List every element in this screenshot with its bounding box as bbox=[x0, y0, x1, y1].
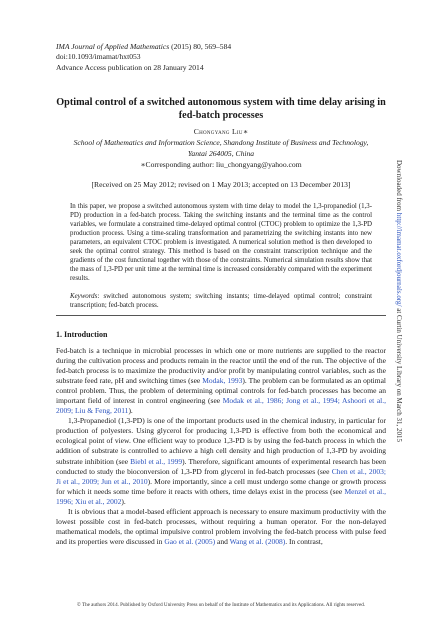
journal-citation bbox=[56, 42, 356, 52]
body-text bbox=[56, 346, 386, 547]
divider bbox=[56, 315, 386, 316]
sidebar-suffix: at Curtin University Library on March 31, 2015 bbox=[395, 306, 403, 442]
paper-title: Optimal control of a switched autonomous system with time delay arising in fed-batch processes bbox=[56, 97, 386, 121]
keywords-label: Keywords bbox=[70, 293, 98, 300]
journal-volume-pages: (2015) 80, 569–584 bbox=[169, 42, 232, 51]
text-run: ). The problem can be formulated as an optimal control problem. Thus, the problem of determining optimal controls for fed-batch processes has become an important field of interest in control engineering (see bbox=[56, 376, 386, 406]
section-heading bbox=[56, 330, 107, 339]
citation-link[interactable]: Gao et al. (2005) bbox=[164, 536, 216, 546]
affiliation bbox=[56, 138, 386, 159]
text-run: 1,3-Propanediol (1,3-PD) is one of the important products used in the chemical industry, in particular for production of polyesters. Using glycerol for producing 1,3-PD is effective from both the economical and ecological point of view. One efficient way to produce 1,3-PD is by using the fed-batch process in which the addition of substrate is controlled to achieve a high cell density and high production of 1,3-PD by avoiding substrate inhibition (see bbox=[56, 416, 386, 466]
doi[interactable]: doi:10.1093/imamat/hxt053 bbox=[56, 52, 141, 62]
text-run: ). bbox=[128, 406, 133, 416]
text-run: ). bbox=[121, 496, 126, 506]
author bbox=[56, 127, 386, 136]
abstract: In this paper, we propose a switched autonomous system with time delay to model the 1,3-propanediol (1,3-PD) production in a fed-batch process. Taking the switching instants and the terminal time as the control variables, we formulate a constrained time-delayed optimal control (CTOC) problem to optimize the 1,3-PD production process. Using a time-scaling transformation and parametrizing the switching instants into new parameters, an equivalent CTOC problem is investigated. A numerical solution method is then developed to seek the optimal control strategy. This method is based on the constraint transcription technique and the gradients of the cost functional together with those of the constraints. Numerical simulation results show that the mass of 1,3-PD per unit time at the terminal time is increased considerably compared with the experiment results. bbox=[70, 203, 372, 283]
citation-link[interactable]: Modak, 1993 bbox=[202, 376, 243, 386]
advance-access: Advance Access publication on 28 January 2014 bbox=[56, 62, 204, 72]
text-run: . In contrast, bbox=[285, 536, 323, 546]
journal-name: IMA Journal of Applied Mathematics bbox=[56, 42, 170, 51]
text-run: and bbox=[215, 536, 230, 546]
paragraph bbox=[56, 346, 386, 416]
copyright-footer: © The authors 2014. Published by Oxford University Press on behalf of the Institute of Mathematics and its Applications. All rights reserved. bbox=[76, 602, 366, 608]
affiliation-line-2: Yantai 264005, China bbox=[187, 148, 255, 158]
sidebar-link[interactable]: http://imamat.oxfordjournals.org/ bbox=[395, 212, 403, 307]
download-sidebar bbox=[391, 160, 403, 580]
received-dates: [Received on 25 May 2012; revised on 1 May 2013; accepted on 13 December 2013] bbox=[91, 180, 351, 189]
affiliation-line-1: School of Mathematics and Information Science, Shandong Institute of Business and Technology, bbox=[73, 138, 369, 147]
sidebar-prefix: Downloaded from bbox=[395, 160, 403, 213]
section-title: Introduction bbox=[64, 330, 108, 339]
corresponding-author: ∗Corresponding author: liu_chongyang@yahoo.com bbox=[140, 160, 302, 169]
citation-link[interactable]: Menzel et al., 1996; Xiu et al., 2002 bbox=[56, 486, 386, 506]
author-mark: ∗ bbox=[242, 127, 249, 136]
section-number: 1. bbox=[56, 330, 62, 339]
citation-link[interactable]: Modak et al., 1986; Jong et al., 1994; Ashoori et al., 2009; Liu & Feng, 2011 bbox=[56, 396, 387, 416]
author-name: Chongyang Liu bbox=[193, 127, 243, 136]
text-run: ). Therefore, significant amounts of experimental research has been conducted to study the bioconversion of 1,3-PD from glycerol in fed-batch processes (see bbox=[56, 456, 387, 476]
text-run: ). More importantly, since a cell must undergo some change or growth process for which it needs some time before it reacts with others, time delays exist in the process (see bbox=[56, 476, 387, 496]
keywords-text: : switched autonomous system; switching instants; time-delayed optimal control; constraint transcription; fed-batch process. bbox=[70, 293, 372, 310]
paragraph bbox=[56, 507, 386, 547]
journal-header bbox=[56, 42, 356, 73]
citation-link[interactable]: Wang et al. (2008) bbox=[229, 536, 286, 546]
paragraph bbox=[56, 416, 386, 506]
citation-link[interactable]: Biebl et al., 1999 bbox=[130, 456, 183, 466]
citation-link[interactable]: Chen et al., 2003; Ji et al., 2009; Jun et al., 2010 bbox=[56, 466, 386, 486]
text-run: It is obvious that a model-based efficient approach is necessary to ensure maximum productivity with the lowest possible cost in fed-batch processes, without requiring a human operator. For the non-delayed mathematical models, the optimal impulsive control problem involving the fed-batch process with pulse feed and its properties were discussed in bbox=[56, 506, 386, 546]
text-run: Fed-batch is a technique in microbial processes in which one or more nutrients are supplied to the reactor during the cultivation process and products remain in the reactor until the end of the run. The objective of the fed-batch process is to maximize the productivity and/or profit by manipulating control variables, such as the substrate feed rate, pH and switching times (see bbox=[56, 346, 386, 386]
keywords bbox=[70, 292, 372, 310]
